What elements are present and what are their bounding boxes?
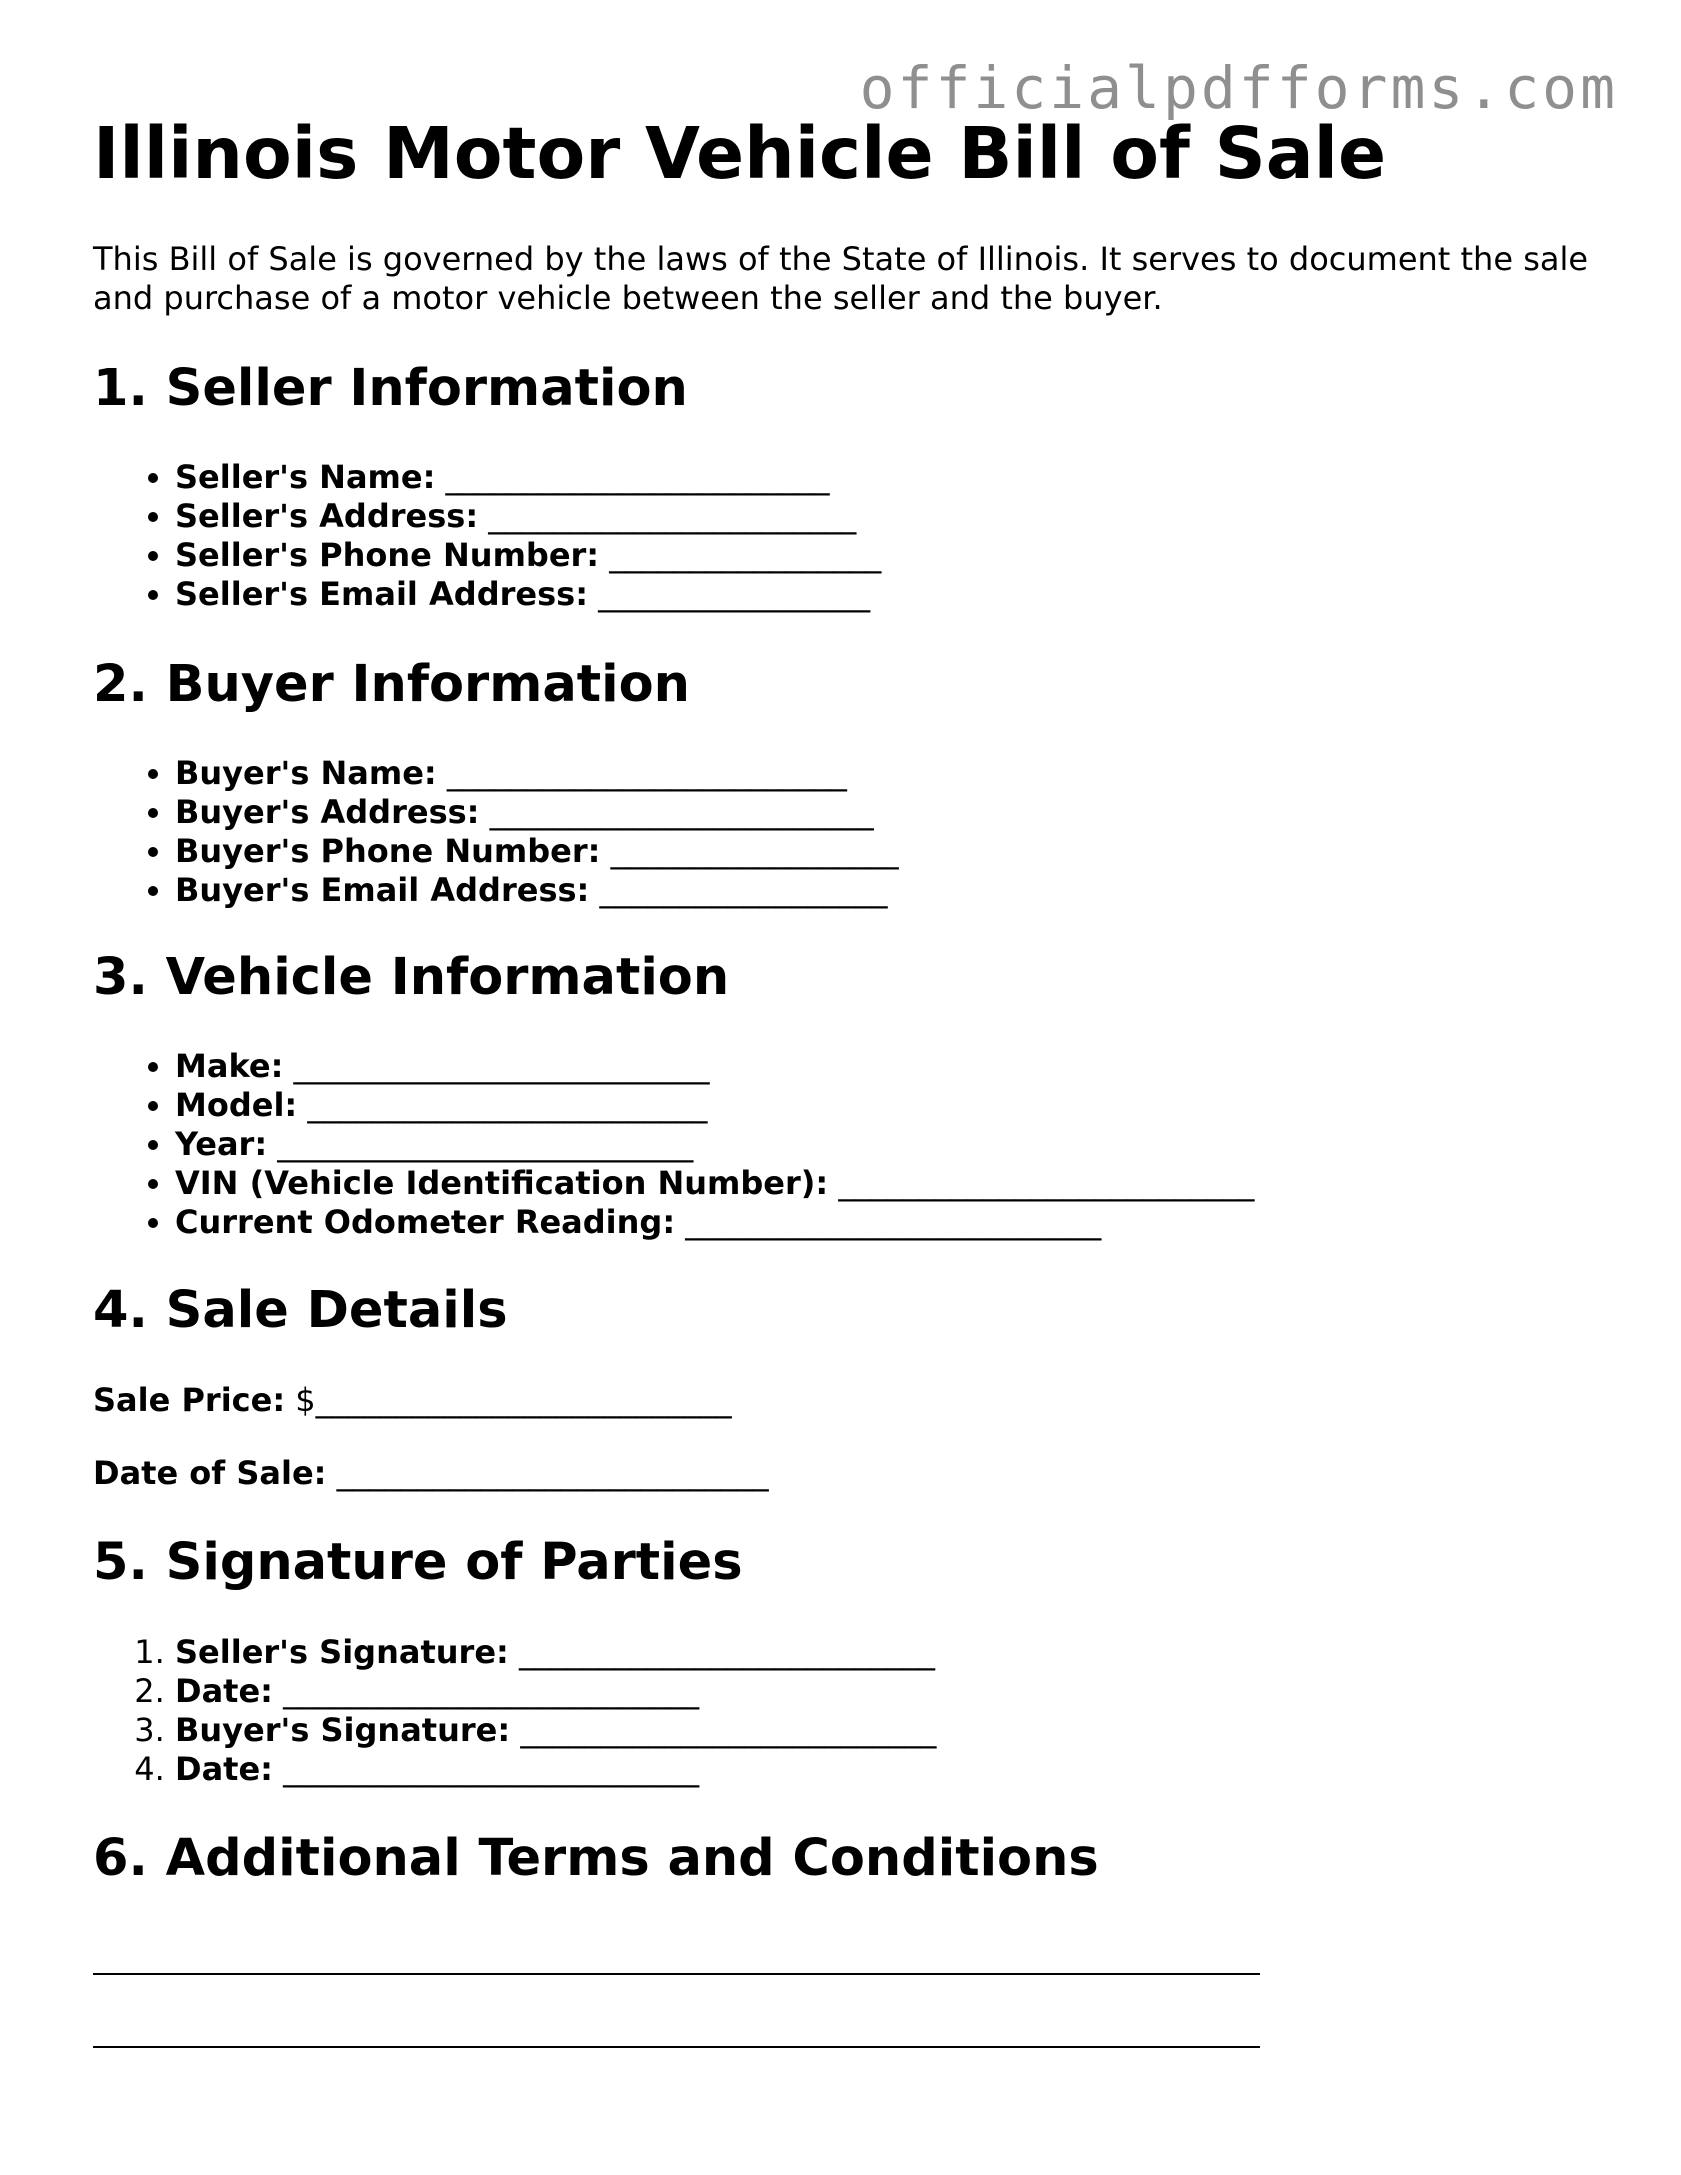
vehicle-make-field	[175, 1047, 1254, 1086]
buyer-address-blank[interactable]: ________________________	[489, 793, 874, 831]
vehicle-section-heading: 3. Vehicle Information	[93, 948, 730, 1007]
seller-address-field	[175, 497, 881, 536]
sale-price-field	[93, 1381, 732, 1420]
intro-paragraph: This Bill of Sale is governed by the laws of the State of Illinois. It serves to document the sale and purchase of a motor vehicle between the seller and the buyer.	[93, 240, 1589, 317]
seller-signature-blank[interactable]: __________________________	[518, 1633, 935, 1671]
buyer-field-list	[0, 754, 899, 910]
buyer-signature-field	[175, 1711, 936, 1750]
watermark: officialpdfforms.com	[859, 54, 1618, 122]
field-label: Seller's Name:	[175, 458, 436, 496]
buyer-phone-blank[interactable]: __________________	[610, 832, 899, 870]
signatures-field-list	[0, 1633, 936, 1789]
field-label: Current Odometer Reading:	[175, 1203, 676, 1241]
vehicle-make-blank[interactable]: __________________________	[293, 1047, 710, 1085]
terms-section-heading: 6. Additional Terms and Conditions	[93, 1829, 1099, 1888]
field-label: Seller's Phone Number:	[175, 536, 600, 574]
field-label: Buyer's Address:	[175, 793, 480, 831]
buyer-name-blank[interactable]: _________________________	[446, 754, 847, 792]
seller-name-field	[175, 458, 881, 497]
seller-email-blank[interactable]: _________________	[598, 575, 871, 613]
vehicle-model-blank[interactable]: _________________________	[307, 1086, 708, 1124]
buyer-date-field	[175, 1750, 936, 1789]
sale-date-field	[93, 1454, 769, 1493]
buyer-date-blank[interactable]: __________________________	[283, 1750, 700, 1788]
seller-phone-field	[175, 536, 881, 575]
seller-signature-field	[175, 1633, 936, 1672]
seller-name-blank[interactable]: ________________________	[445, 458, 830, 496]
buyer-section-heading: 2. Buyer Information	[93, 655, 690, 714]
sale-price-blank[interactable]: $__________________________	[295, 1381, 732, 1419]
field-label: Date of Sale:	[93, 1454, 327, 1492]
field-label: Seller's Email Address:	[175, 575, 588, 613]
seller-date-blank[interactable]: __________________________	[283, 1672, 700, 1710]
vehicle-vin-blank[interactable]: __________________________	[838, 1164, 1255, 1202]
field-label: Model:	[175, 1086, 298, 1124]
buyer-address-field	[175, 793, 899, 832]
field-label: Buyer's Email Address:	[175, 871, 590, 909]
field-label: Buyer's Name:	[175, 754, 437, 792]
vehicle-odometer-blank[interactable]: __________________________	[685, 1203, 1102, 1241]
seller-phone-blank[interactable]: _________________	[609, 536, 882, 574]
buyer-name-field	[175, 754, 899, 793]
vehicle-field-list	[0, 1047, 1254, 1242]
vehicle-model-field	[175, 1086, 1254, 1125]
signatures-section-heading: 5. Signature of Parties	[93, 1533, 743, 1592]
vehicle-year-blank[interactable]: __________________________	[277, 1125, 694, 1163]
field-label: Sale Price:	[93, 1381, 286, 1419]
field-label: Buyer's Phone Number:	[175, 832, 601, 870]
seller-field-list	[0, 458, 881, 614]
seller-email-field	[175, 575, 881, 614]
sale-section-heading: 4. Sale Details	[93, 1281, 508, 1340]
field-label: VIN (Vehicle Identification Number):	[175, 1164, 829, 1202]
field-label: Date:	[175, 1672, 273, 1710]
field-label: Make:	[175, 1047, 284, 1085]
field-label: Seller's Address:	[175, 497, 479, 535]
sale-date-blank[interactable]: ___________________________	[336, 1454, 769, 1492]
field-label: Year:	[175, 1125, 268, 1163]
field-label: Seller's Signature:	[175, 1633, 509, 1671]
page-title: Illinois Motor Vehicle Bill of Sale	[93, 112, 1387, 195]
terms-blank-line[interactable]	[93, 1973, 1260, 1975]
vehicle-vin-field	[175, 1164, 1254, 1203]
buyer-phone-field	[175, 832, 899, 871]
vehicle-year-field	[175, 1125, 1254, 1164]
seller-date-field	[175, 1672, 936, 1711]
field-label: Date:	[175, 1750, 273, 1788]
terms-blank-line[interactable]	[93, 2046, 1260, 2048]
seller-address-blank[interactable]: _______________________	[488, 497, 857, 535]
seller-section-heading: 1. Seller Information	[93, 359, 688, 418]
vehicle-odometer-field	[175, 1203, 1254, 1242]
field-label: Buyer's Signature:	[175, 1711, 511, 1749]
buyer-email-blank[interactable]: __________________	[599, 871, 888, 909]
buyer-email-field	[175, 871, 899, 910]
buyer-signature-blank[interactable]: __________________________	[520, 1711, 937, 1749]
